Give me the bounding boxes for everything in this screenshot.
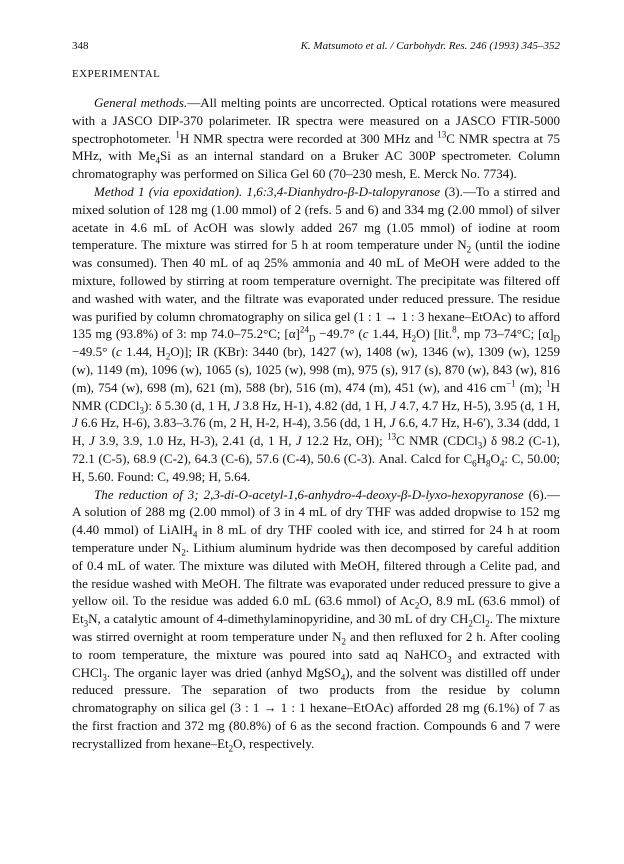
- text-run: 2: [341, 636, 346, 647]
- text-run: 1: [175, 129, 180, 140]
- text-run: 2: [181, 547, 186, 558]
- text-run: 2: [468, 618, 473, 629]
- page-number: 348: [72, 40, 89, 52]
- text-run: 3: [139, 405, 145, 416]
- text-run: The reduction of 3; 2,3-di-O-acetyl-1,6-anhydro-4-deoxy-β-D-lyxo-hexopyranose: [94, 486, 524, 502]
- text-run: 13: [437, 129, 447, 140]
- section-heading: EXPERIMENTAL: [72, 68, 161, 80]
- text-run: C NMR spectra at 75 MHz, with Me: [72, 130, 560, 164]
- text-run: 2: [411, 333, 417, 344]
- text-run: (m);: [515, 379, 547, 395]
- text-run: O) [lit.: [416, 326, 453, 342]
- text-run: O)]; IR (KBr): 3440 (br), 1427 (w), 1408 (w), 1346 (w), 1309 (w), 1259 (w), 1149 (m), 1096 (w), 1065 (s), 1025 (w), 998 (m), 975 (s), 917 (s), 870 (w), 843 (w), 816 (m), 754 (w), 698 (m), 621 (m), 588 (br), 516 (m), 474 (m), 451 (w), and 416 cm: [72, 344, 560, 395]
- text-run: 6.6 Hz, H-6), 3.83–3.76 (m, 2 H, H-2, H-4), 3.56 (dd, 1 H,: [77, 415, 390, 431]
- text-run: 2: [466, 244, 472, 255]
- text-run: 4.7, 4.7 Hz, H-5), 3.95 (d, 1 H,: [396, 397, 560, 413]
- text-run: 3: [477, 440, 483, 451]
- paragraph-reduction-of-3: [72, 486, 560, 753]
- text-run: 6.6, 4.7 Hz, H-6′), 3.34 (ddd, 1 H,: [72, 415, 560, 449]
- text-run: J: [233, 397, 240, 413]
- text-run: . The organic layer was dried (anhyd MgSO: [106, 664, 341, 680]
- text-run: 13: [387, 431, 397, 442]
- text-run: . The mixture was stirred overnight at room temperature under N: [72, 611, 560, 644]
- text-run: General methods.: [94, 95, 188, 110]
- text-run: 4: [499, 458, 505, 469]
- text-run: Cl: [472, 611, 486, 627]
- text-run: 8: [452, 325, 457, 336]
- text-run: 4: [340, 672, 346, 683]
- journal-reference: K. Matsumoto et al. / Carbohydr. Res. 246 (1993) 345–352: [300, 40, 560, 52]
- text-run: 4: [155, 155, 161, 166]
- text-run: , mp 73–74°C; [α]: [456, 326, 554, 342]
- text-run: 3.9, 3.9, 1.0 Hz, H-3), 2.41 (d, 1 H,: [94, 433, 296, 449]
- text-run: J: [89, 433, 95, 449]
- text-run: 3: [446, 654, 452, 665]
- text-run: ): δ 5.30 (d, 1 H,: [144, 397, 234, 413]
- text-run: C NMR (CDCl: [396, 433, 478, 449]
- text-run: 3: [83, 618, 89, 629]
- text-run: 4: [192, 529, 198, 540]
- text-run: . Lithium aluminum hydride was then decomposed by careful addition of 0.4 mL of water. The mixture was diluted with MeOH, filtered through a Celite pad, and the residue washed with MeOH. The filtrate was evaporated under reduced pressure to give a yellow oil. To the residue was added 6.0 mL (63.6 mmol) of Ac: [72, 539, 560, 609]
- text-run: H NMR (CDCl: [72, 379, 560, 413]
- text-run: D: [308, 333, 316, 344]
- text-run: —All melting points are uncorrected. Optical rotations were measured with a JASCO DIP-370 polarimeter. IR spectra were measured on a JASCO FTIR-5000 spectrophotometer.: [72, 95, 561, 146]
- text-run: 3: [102, 672, 107, 683]
- text-run: 2: [414, 600, 420, 611]
- paragraph-method-1: [72, 183, 560, 486]
- text-run: (until the iodine was consumed). Then 40 mL of aq 25% ammonia and 40 mL of MeOH were added to the mixture, followed by stirring at room temperature overnight. The precipitate was filtered off and washed with water, and the filtrate was evaporated under reduced pressure. The residue was purified by column chromatography on silica gel (1 : 1 → 1 : 3 hexane–EtOAc) to afford 135 mg (93.8%) of 3: mp 74.0–75.2°C; [α]: [72, 237, 560, 342]
- text-run: 2: [165, 351, 171, 362]
- text-run: 8: [486, 458, 491, 469]
- text-run: (3).—To a stirred and mixed solution of 128 mg (1.00 mmol) of 2 (refs. 5 and 6) and 334 mg (2.00 mmol) of silver acetate in 4.6 mL of AcOH was slowly added 267 mg (1.05 mmol) of iodine at room temperature. The mixture was stirred for 5 h at room temperature under N: [72, 183, 560, 253]
- text-run: O: [490, 450, 500, 466]
- text-run: H: [476, 450, 487, 466]
- text-run: 2: [228, 743, 234, 754]
- text-run: J: [295, 433, 302, 449]
- text-run: 1: [546, 378, 551, 389]
- text-run: c: [115, 344, 122, 360]
- text-run: −49.7° (: [315, 326, 363, 342]
- text-run: Method 1 (via epoxidation). 1,6:3,4-Dianhydro-β-D-talopyranose: [94, 183, 441, 199]
- text-run: (6).—A solution of 288 mg (2.00 mmol) of 3 in 4 mL of dry THF was added dropwise to 152 mg (4.40 mmol) of LiAlH: [72, 486, 560, 538]
- text-run: −49.5° (: [72, 344, 116, 360]
- text-run: J: [72, 415, 78, 431]
- text-run: 3.8 Hz, H-1), 4.82 (dd, 1 H,: [239, 397, 391, 413]
- text-run: 1.44, H: [121, 344, 166, 360]
- text-run: O, respectively.: [233, 735, 315, 751]
- text-run: 12.2 Hz, OH);: [301, 433, 388, 449]
- text-run: O, 8.9 mL (63.6 mmol) of Et: [72, 593, 560, 627]
- text-run: : C, 50.00; H, 5.60. Found: C, 49.98; H, 5.64.: [72, 450, 560, 484]
- text-run: D: [553, 333, 561, 344]
- text-run: 1.44, H: [368, 326, 412, 342]
- text-run: J: [389, 415, 396, 431]
- running-head: [72, 38, 560, 54]
- text-run: H NMR spectra were recorded at 300 MHz and: [179, 130, 438, 146]
- text-run: in 8 mL of dry THF cooled with ice, and stirred for 24 h at room temperature under N: [72, 522, 561, 555]
- text-run: and extracted with CHCl: [72, 646, 560, 680]
- text-run: −1: [506, 378, 516, 389]
- text-run: ) δ 98.2 (C-1), 72.1 (C-5), 68.9 (C-2), 64.3 (C-6), 57.6 (C-4), 50.6 (C-3). Anal. Calcd for C: [72, 433, 560, 466]
- text-run: c: [362, 326, 369, 342]
- text-run: J: [390, 397, 397, 413]
- experimental-body: [72, 94, 560, 752]
- paragraph-general-methods: [72, 94, 560, 183]
- text-run: 2: [485, 618, 490, 629]
- text-run: ), and the solvent was distilled off under reduced pressure. The separation of two products from the residue by column chromatography on silica gel (3 : 1 → 1 : 1 hexane–EtOAc) afforded 28 mg (6.1%) of 7 as the first fraction and 372 mg (80.8%) of 6 as the second fraction. Compounds 6 and 7 were recrystallized from hexane–Et: [72, 664, 560, 751]
- text-run: 6: [472, 458, 477, 469]
- text-run: 24: [299, 325, 309, 336]
- text-run: and then refluxed for 2 h. After cooling to room temperature, the mixture was poured into satd aq NaHCO: [72, 628, 560, 662]
- text-run: Si as an internal standard on a Bruker AC 300P spectrometer. Column chromatography was performed on Silica Gel 60 (70–230 mesh, E. Merck No. 7734).: [72, 148, 560, 182]
- text-run: N, a catalytic amount of 4-dimethylaminopyridine, and 30 mL of dry CH: [88, 611, 469, 627]
